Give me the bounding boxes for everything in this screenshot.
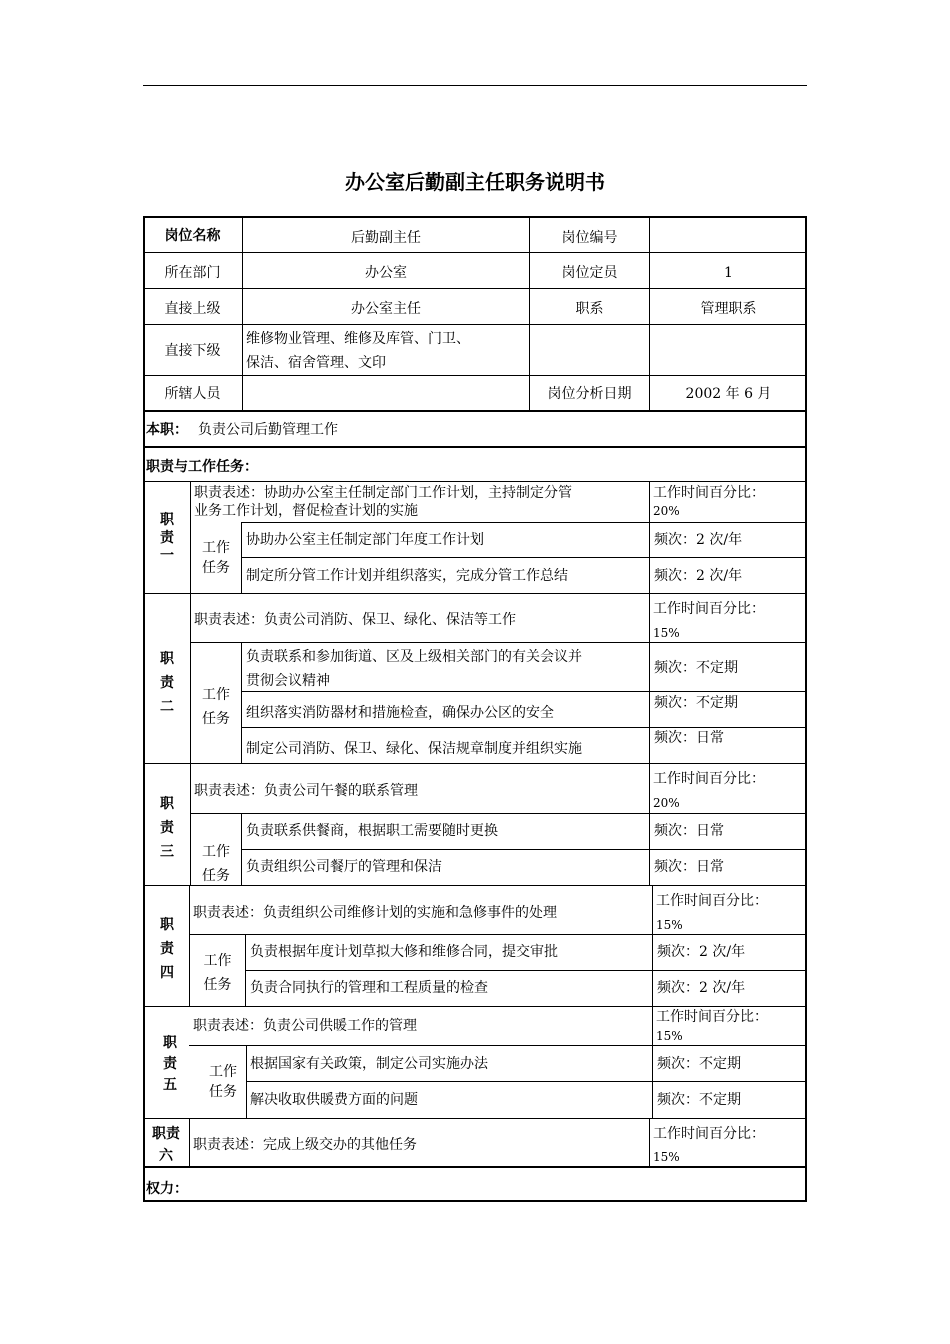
duty-1-task-label-2: 任务 <box>202 560 230 576</box>
duty-4-percent-label: 工作时间百分比： <box>656 893 768 909</box>
duty-4-desc: 职责表述：负责组织公司维修计划的实施和急修事件的处理 <box>193 905 557 921</box>
duty-2-desc: 职责表述：负责公司消防、保卫、绿化、保洁等工作 <box>194 612 516 628</box>
duty-4-percent: 15% <box>656 918 683 932</box>
pos-name-label: 岗位名称 <box>164 228 221 244</box>
header-rule <box>143 85 807 86</box>
duty-2-task-2: 组织落实消防器材和措施检查，确保办公区的安全 <box>246 705 554 721</box>
duties-header: 职责与工作任务： <box>146 459 258 475</box>
duty-1-name-1: 职 <box>160 512 174 528</box>
analysis-date-label: 岗位分析日期 <box>547 386 632 402</box>
duty-3-percent: 20% <box>653 796 680 810</box>
duty-2-name-3: 二 <box>160 699 174 715</box>
pos-no-label: 岗位编号 <box>561 230 618 246</box>
duty-4-name-1: 职 <box>160 917 174 933</box>
duty-5-task-1-freq: 频次：不定期 <box>657 1056 741 1072</box>
duty-2-task-1-line1: 负责联系和参加街道、区及上级相关部门的有关会议并 <box>246 649 582 665</box>
duty-6-percent-label: 工作时间百分比： <box>653 1126 765 1142</box>
subordinate-value-line2: 保洁、宿舍管理、文印 <box>246 355 386 371</box>
duty-1-desc-line2: 业务工作计划，督促检查计划的实施 <box>194 503 418 519</box>
duty-1-task-label-1: 工作 <box>202 540 230 556</box>
duty-2-percent: 15% <box>653 626 680 640</box>
duty-1-task-1-freq: 频次：2 次/年 <box>654 532 743 548</box>
duty-4-task-2-freq: 频次：2 次/年 <box>657 980 746 996</box>
duty-3-task-1: 负责联系供餐商，根据职工需要随时更换 <box>246 823 498 839</box>
duty-5-task-label-1: 工作 <box>209 1064 237 1080</box>
duty-5-name-2: 责 <box>163 1056 177 1072</box>
series-label: 职系 <box>575 301 604 317</box>
superior-value: 办公室主任 <box>351 301 421 317</box>
dept-label: 所在部门 <box>164 265 221 281</box>
duty-1-percent: 20% <box>653 504 680 518</box>
subordinate-value-line1: 维修物业管理、维修及库管、门卫、 <box>246 331 470 347</box>
duty-3-task-label-2: 任务 <box>202 868 230 884</box>
duty-2-task-1-line2: 贯彻会议精神 <box>246 673 330 689</box>
duty-3-percent-label: 工作时间百分比： <box>653 771 765 787</box>
duty-5-task-1: 根据国家有关政策，制定公司实施办法 <box>250 1056 488 1072</box>
duty-5-task-2-freq: 频次：不定期 <box>657 1092 741 1108</box>
duty-2-task-2-freq: 频次：不定期 <box>654 695 738 711</box>
duty-3-name-2: 责 <box>160 820 174 836</box>
duty-6-name-1: 职责 <box>152 1126 180 1142</box>
duty-6-desc: 职责表述：完成上级交办的其他任务 <box>193 1137 417 1153</box>
duty-3-desc: 职责表述：负责公司午餐的联系管理 <box>194 783 418 799</box>
authority-label: 权力： <box>146 1181 188 1197</box>
subordinate-label: 直接下级 <box>164 343 221 359</box>
duty-1-name-2: 责 <box>160 530 174 546</box>
duty-5-percent: 15% <box>656 1029 683 1043</box>
headcount-value: 1 <box>724 265 733 281</box>
document-title: 办公室后勤副主任职务说明书 <box>345 170 605 194</box>
duty-2-task-1-freq: 频次：不定期 <box>654 660 738 676</box>
duty-5-desc: 职责表述：负责公司供暖工作的管理 <box>193 1018 417 1034</box>
duty-5-percent-label: 工作时间百分比： <box>656 1009 768 1025</box>
headcount-label: 岗位定员 <box>561 265 618 281</box>
duty-2-task-3: 制定公司消防、保卫、绿化、保洁规章制度并组织实施 <box>246 741 582 757</box>
duty-2-task-label-1: 工作 <box>202 687 230 703</box>
duty-4-task-label-2: 任务 <box>203 977 232 993</box>
duty-3-task-2: 负责组织公司餐厅的管理和保洁 <box>246 859 442 875</box>
duty-4-task-2: 负责合同执行的管理和工程质量的检查 <box>250 980 488 996</box>
basic-duty-text: 负责公司后勤管理工作 <box>198 422 338 438</box>
duty-3-name-1: 职 <box>160 796 174 812</box>
duty-5-name-1: 职 <box>163 1035 177 1051</box>
duty-5-task-label-2: 任务 <box>209 1084 237 1100</box>
analysis-date-value: 2002 年 6 月 <box>685 386 772 402</box>
duty-1-task-2: 制定所分管工作计划并组织落实，完成分管工作总结 <box>246 568 568 584</box>
duty-2-percent-label: 工作时间百分比： <box>653 601 765 617</box>
duty-1-percent-label: 工作时间百分比： <box>653 485 765 501</box>
duty-3-name-3: 三 <box>160 844 174 860</box>
duty-1-desc-line1: 职责表述：协助办公室主任制定部门工作计划，主持制定分管 <box>194 485 572 501</box>
pos-name-value: 后勤副主任 <box>351 230 421 246</box>
duty-1-task-2-freq: 频次：2 次/年 <box>654 568 743 584</box>
duty-4-name-3: 四 <box>160 965 174 981</box>
duty-4-task-1-freq: 频次：2 次/年 <box>657 944 746 960</box>
duty-3-task-label-1: 工作 <box>202 844 230 860</box>
duty-3-task-2-freq: 频次：日常 <box>654 859 724 875</box>
duty-6-name-2: 六 <box>159 1148 173 1164</box>
duty-2-task-label-2: 任务 <box>202 711 230 727</box>
duty-2-task-3-freq: 频次：日常 <box>654 730 724 746</box>
duty-1-name-3: 一 <box>160 548 174 564</box>
duty-4-task-label-1: 工作 <box>203 953 232 969</box>
duty-5-name-3: 五 <box>163 1077 177 1093</box>
duty-2-name-1: 职 <box>160 651 174 667</box>
duty-5-task-2: 解决收取供暖费方面的问题 <box>250 1092 418 1108</box>
duty-1-task-1: 协助办公室主任制定部门年度工作计划 <box>246 532 484 548</box>
duty-4-task-1: 负责根据年度计划草拟大修和维修合同，提交审批 <box>250 944 558 960</box>
series-value: 管理职系 <box>700 301 757 317</box>
staff-label: 所辖人员 <box>164 386 221 402</box>
superior-label: 直接上级 <box>164 301 221 317</box>
duty-6-percent: 15% <box>653 1150 680 1164</box>
duty-4-name-2: 责 <box>160 941 174 957</box>
duty-3-task-1-freq: 频次：日常 <box>654 823 724 839</box>
duty-2-name-2: 责 <box>160 675 174 691</box>
basic-duty-label: 本职： <box>146 422 188 438</box>
dept-value: 办公室 <box>365 265 407 281</box>
